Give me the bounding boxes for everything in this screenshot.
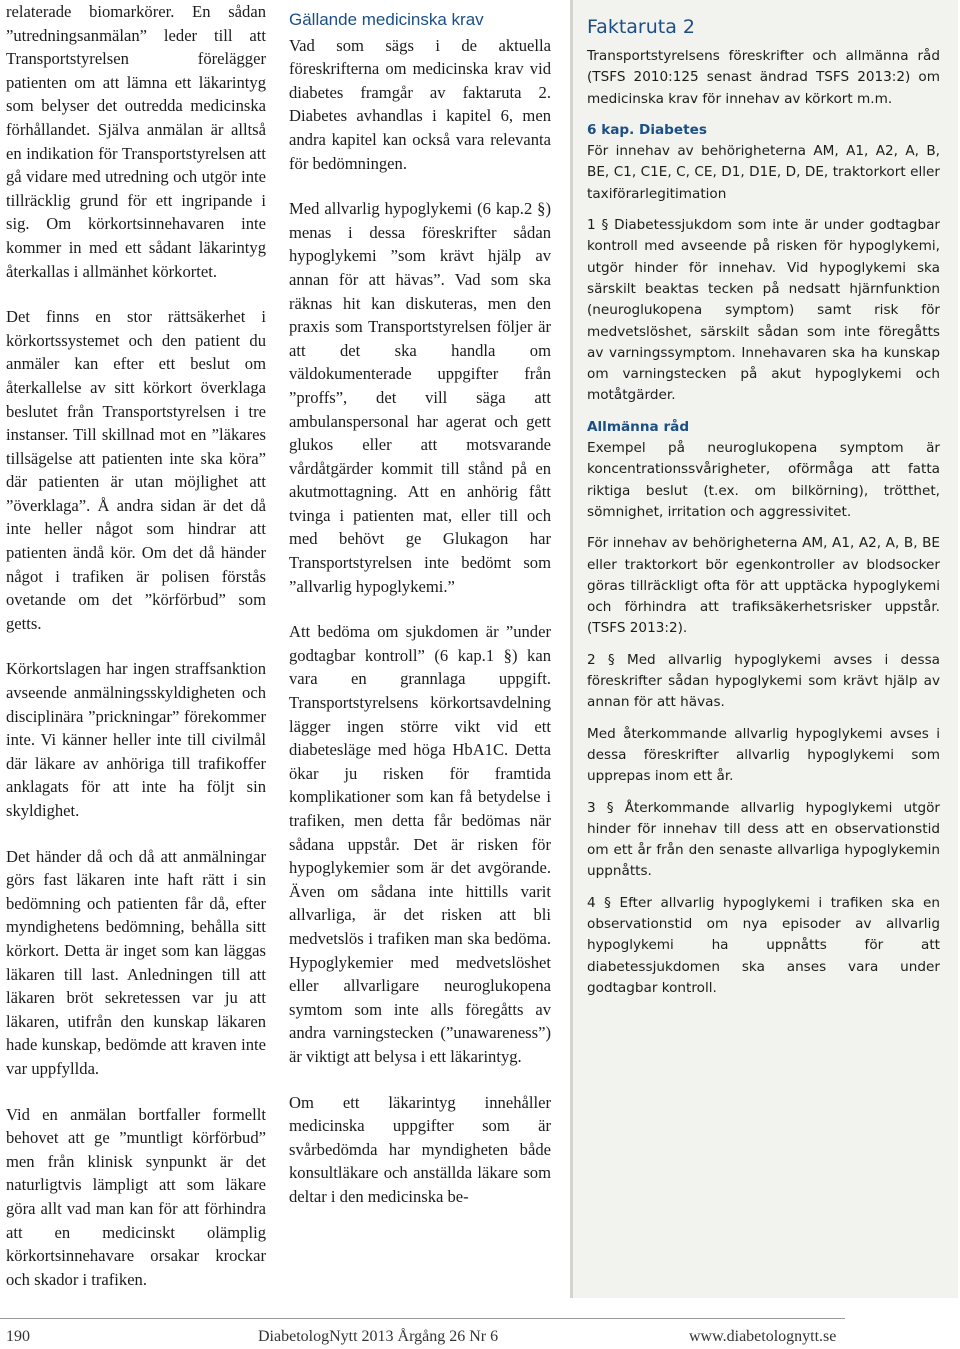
advice-text: Exempel på neuroglukopena symptom är koncentrationssvårigheter, oförmåga att fatta riktiga beslut (t.ex. om bilkörning), trötthet, sömnighet, irritation och aggressivitet. [587,440,940,520]
article-column-middle [289,0,551,1231]
article-paragraph: Vid en anmälan bortfaller formellt behovet att ge ”muntligt körförbud” men från klinisk synpunkt är det naturligtvis lämpligt att som läkare göra allt vad man kan för att förhindra att en medicinskt olämplig körkortsinnehavare orsakar krockar och skador i trafiken. [6,1104,266,1289]
regulation-paragraph-1: 1 § Diabetessjukdom som inte är under godtagbar kontroll med avseende på risken för hypoglykemi, utgör hinder för innehav. Vid hypoglykemi ska särskilt beaktas tecken på nedsatt hjärnfunktion (neuroglukopena symptom) samt risk för medvetslöshet, särskilt sådan som inte föregåtts av varningssymptom. Innehavaren ska ha kunskap om varningstecken på akut hypoglykemi och motåtgärder. [587,217,940,404]
article-paragraph: Det finns en stor rättsäkerhet i körkortssystemet och den patient du anmäler kan efter ett beslut om återkallelse av sitt körkort överklaga beslutet från Transportstyrelsen i tre instanser. Till skillnad mot en ”läkares tillsägelse att patienten inte ska köra” där patienten är utan möjlighet att ”överklaga”. Å andra sidan är det då inte heller något som hindrar att patienten ändå kör. Om det då händer något i trafiken är polisen förstås ovetande om det ”körförbud” som getts. [6,307,266,633]
magazine-issue: DiabetologNytt 2013 Årgång 26 Nr 6 [258,1328,499,1345]
regulation-paragraph-4: 4 § Efter allvarlig hypoglykemi i trafiken ska en observationstid om nya episoder av allvarlig hypoglykemi ha uppnåtts för att diabetessjukdomen ska anses vara under godtagbar kontroll. [587,894,940,996]
article-paragraph: Körkortslagen har ingen straffsanktion avseende anmälningsskyldigheten och disciplinära ”prickningar” förekommer inte. Vi känner heller inte till civilmål där läkare av anhöriga till trafikoffer anklagats för att inte ha följt sin skyldighet. [6,659,266,820]
article-paragraph: Att bedöma om sjukdomen är ”under godtagbar kontroll” (6 kap.1 §) kan vara en grannlaga uppgift. Transportstyrelsens körkortsavdelning lägger ingen större vikt vid ett diabetesläge med höga HbA1C. Detta ökar ju risken för framtida komplikationer som kan få betydelse i trafiken, men detta får bedömas när sådana uppstår. Det är risken för hypoglykemier som är det avgörande. Även om sådana inte hittills varit allvarliga, är det risken att bli medvetslös i trafiken man ska bedöma. Hypoglykemier med medvetslöshet eller allvarligare neuroglukopena symtom som inte alls föregåtts av andra varningstecken (”unawareness”) är viktigt att belysa i ett läkarintyg. [289,622,551,1066]
article-paragraph: Om ett läkarintyg innehåller medicinska uppgifter som är svårbedömda har myndigheten både konsultläkare och anställda läkare som deltar i den medicinska be- [289,1092,551,1206]
fact-box-title: Faktaruta 2 [587,16,695,38]
website-link[interactable]: www.diabetolognytt.se [689,1328,837,1345]
article-paragraph: Med allvarlig hypoglykemi (6 kap.2 §) menas i dessa föreskrifter sådan hypoglykemi ”som krävt hjälp av annan för att hävas”. Vad som ska räknas hit kan diskuteras, men den praxis som Transportstyrelsen följer är att det ska handla om väldokumenterade uppgifter från ”proffs”, det vill säga att ambulanspersonal har agerat och gett glukos eller att motsvarande vårdåtgärder kommit till stånd på en akutmottagning. Att en anhörig fått tvinga i patienten mat, eller till och med behövt ge Glukagon har Transportstyrelsen inte bedömt som ”allvarlig hypoglykemi.” [289,199,551,596]
regulation-paragraph-2: 2 § Med allvarlig hypoglykemi avses i dessa föreskrifter sådan hypoglykemi som krävt hjälp av annan för att hävas. [587,651,940,711]
regulation-paragraph-3: 3 § Återkommande allvarlig hypoglykemi utgör hinder för innehav till dess att en observationstid om ett år från den senaste allvarliga hypoglykemin uppnåtts. [587,799,940,880]
fact-box-intro: Transportstyrelsens föreskrifter och allmänna råd (TSFS 2010:125 senast ändrad TSFS 2013:2) om medicinska krav för innehav av körkort m.m. [587,48,940,107]
page-number: 190 [6,1328,30,1345]
article-paragraph: relaterade biomarkörer. En sådan ”utredningsanmälan” leder till att Transportstyrelsen förelägger patienten om att lämna ett läkarintyg som belyser det outredda medicinska förhållandet. Själva anmälan är alltså en indikation för Transportstyrelsen att gå vidare med utredning och utgör inte tillräcklig grund för ett ingripande i sig. Om körkortsinnehavaren inte kommer in med ett sådant läkarintyg återkallas i allmänhet körkortet. [6,2,266,281]
advice-heading: Allmänna råd [587,418,690,435]
article-column-left [6,0,266,1313]
regulation-recurring-note: Med återkommande allvarlig hypoglykemi avses i dessa föreskrifter allvarlig hypoglykemi som upprepas inom ett år. [587,725,940,785]
regulation-group-note: För innehav av behörigheterna AM, A1, A2, A, B, BE eller traktorkort bör egenkontroller av blodsocker göras tillräckligt ofta för att upptäcka hypoglykemi och förhindra att trafiksäkerhetsrisker uppstår. (TSFS 2013:2). [587,535,940,637]
article-paragraph: Det händer då och då att anmälningar görs fast läkaren inte haft rätt i sin bedömning och patienten får då, efter myndighetens bedömning, behålla sitt körkort. Detta är inget som kan läggas läkaren till last. Anledningen till att läkaren bröt sekretessen var ju att läkaren, utifrån den kunskap läkaren hade kunskap, bedömde att kraven inte var uppfyllda. [6,846,266,1078]
article-paragraph: Vad som sägs i de aktuella föreskrifterna om medicinska krav vid diabetes framgår av faktaruta 2. Diabetes avhandlas i kapitel 6, men andra kapitel kan också vara relevanta för bedömningen. [289,35,551,173]
chapter-heading: 6 kap. Diabetes [587,121,707,138]
chapter-text: För innehav av behörigheterna AM, A1, A2, A, B, BE, C1, C1E, C, CE, D1, D1E, D, DE, traktorkort eller taxiförarlegitimation [587,143,940,202]
fact-box [570,0,958,1298]
footer-divider [0,1318,845,1319]
section-heading: Gällande medicinska krav [289,10,484,29]
